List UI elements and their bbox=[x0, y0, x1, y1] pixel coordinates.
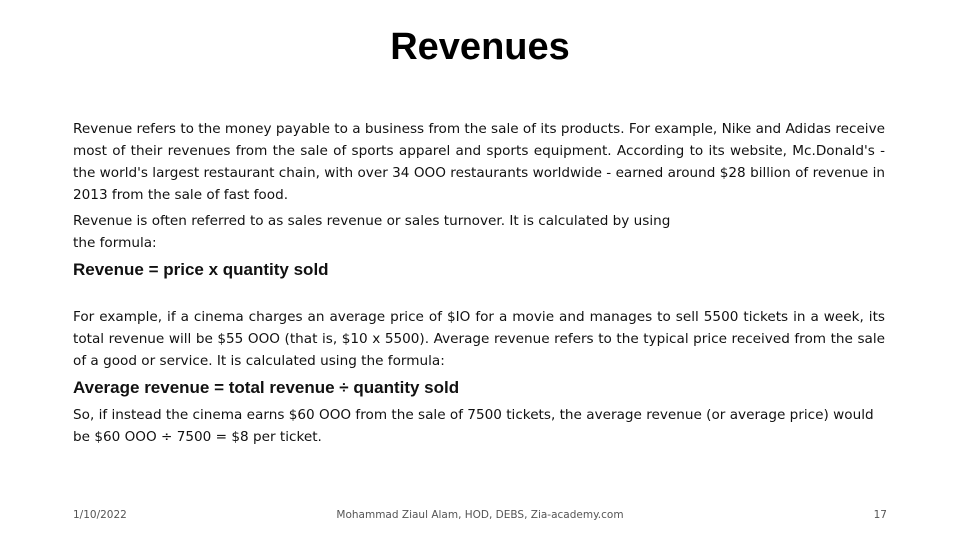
footer-date: 1/10/2022 bbox=[73, 509, 127, 521]
footer-author: Mohammad Ziaul Alam, HOD, DEBS, Zia-academy.com bbox=[336, 509, 624, 521]
slide-title: Revenues bbox=[390, 26, 570, 68]
footer-page-number: 17 bbox=[873, 509, 887, 521]
average-revenue-formula: Average revenue = total revenue ÷ quantity sold bbox=[73, 378, 460, 397]
definition-paragraph: Revenue is often referred to as sales revenue or sales turnover. It is calculated by using the formula: bbox=[73, 213, 671, 251]
revenue-formula: Revenue = price x quantity sold bbox=[73, 260, 329, 279]
intro-paragraph: Revenue refers to the money payable to a business from the sale of its products. For example, Nike and Adidas receive most of their revenues from the sale of sports apparel and sports equipment. According to its website, Mc.Donald's - the world's largest restaurant chain, with over 34 OOO restaurants worldwide - earned around $28 billion of revenue in 2013 from the sale of fast food. bbox=[73, 121, 885, 203]
example-paragraph: For example, if a cinema charges an average price of $IO for a movie and manages to sell 5500 tickets in a week, its total revenue will be $55 OOO (that is, $10 x 5500). Average revenue refers to the typical price received from the sale of a good or service. It is calculated using the formula: bbox=[73, 309, 885, 369]
conclusion-paragraph: So, if instead the cinema earns $60 OOO from the sale of 7500 tickets, the average revenue (or average price) would be $60 OOO ÷ 7500 = $8 per ticket. bbox=[73, 407, 874, 445]
